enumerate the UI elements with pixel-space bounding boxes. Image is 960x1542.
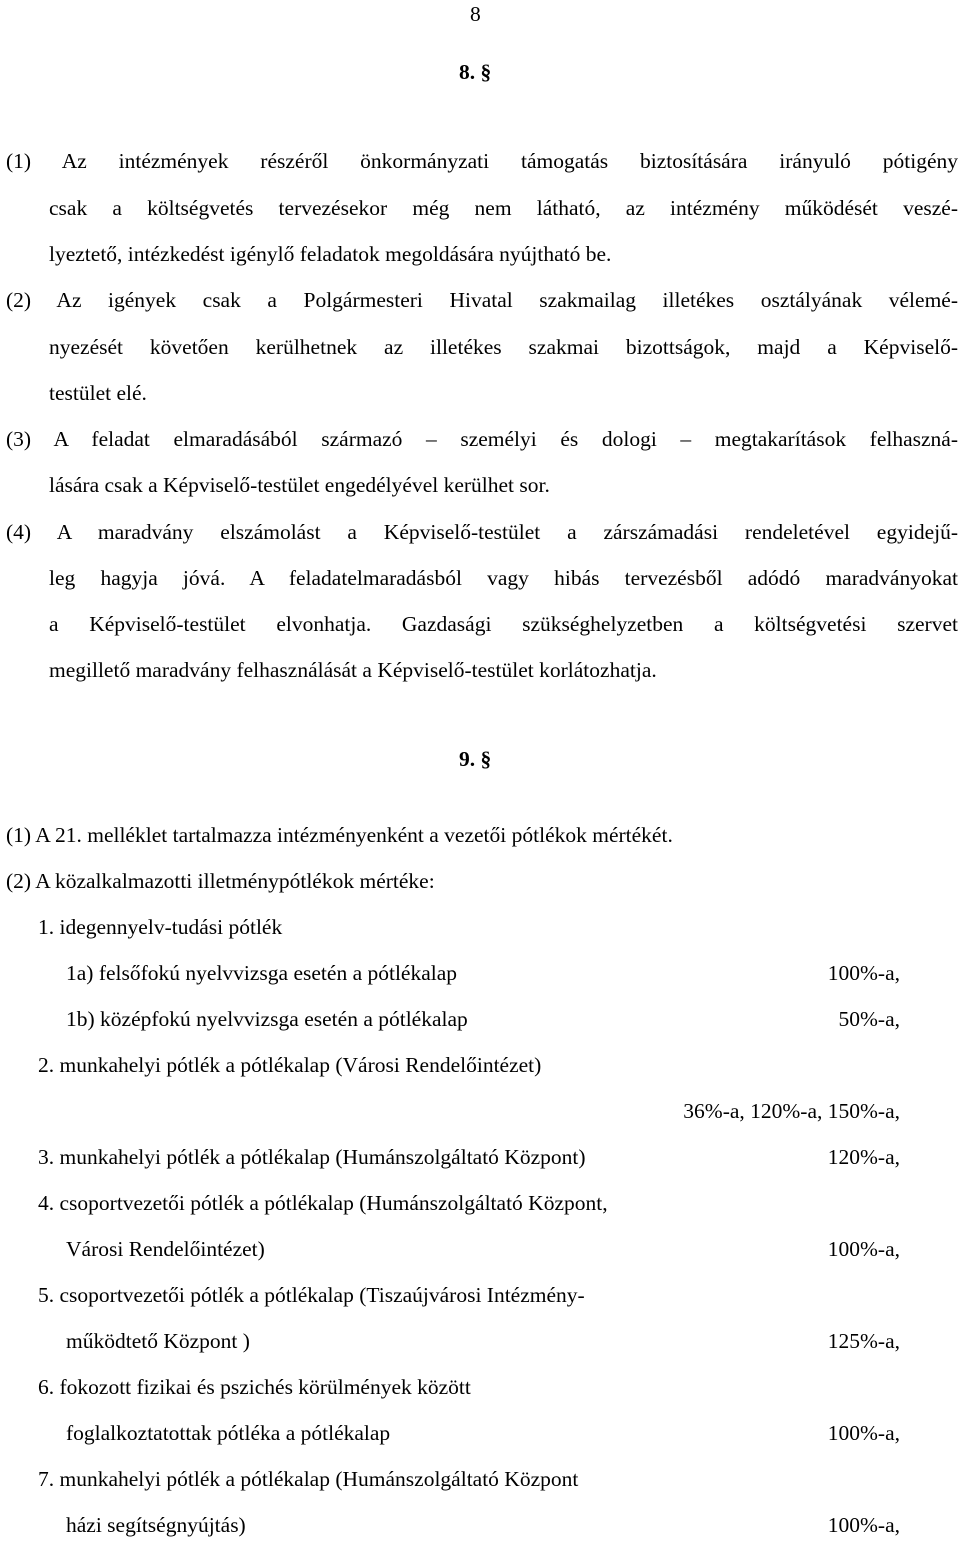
list-item-label: 3. munkahelyi pótlék a pótlékalap (Humánszolgáltató Központ) — [38, 1145, 586, 1169]
list-item-value: 100%-a, — [827, 1421, 900, 1445]
text-line: (3) A feladat elmaradásából származó – személyi és dologi – megtakarítások felhaszná- — [6, 427, 958, 451]
list-item-label: 6. fokozott fizikai és pszichés körülmények között — [38, 1375, 471, 1399]
text-line: csak a költségvetés tervezésekor még nem látható, az intézmény működését veszé- — [49, 196, 958, 220]
list-item-label-continued: foglalkoztatottak pótléka a pótlékalap — [66, 1421, 391, 1445]
list-item-value: 100%-a, — [827, 961, 900, 985]
list-item-label-continued: házi segítségnyújtás) — [66, 1513, 246, 1537]
list-item-value: 50%-a, — [838, 1007, 900, 1031]
list-item-value: 100%-a, — [827, 1237, 900, 1261]
list-item-label: 1. idegennyelv-tudási pótlék — [38, 915, 283, 939]
list-item-label: 1a) felsőfokú nyelvvizsga esetén a pótlékalap — [66, 961, 458, 985]
section-9-paragraph-1: (1) A 21. melléklet tartalmazza intézményenként a vezetői pótlékok mértékét. — [6, 823, 673, 847]
list-item-label: 5. csoportvezetői pótlék a pótlékalap (Tiszaújvárosi Intézmény- — [38, 1283, 585, 1307]
text-line: (4) A maradvány elszámolást a Képviselő-testület a zárszámadási rendeletével egyidejű- — [6, 520, 958, 544]
section-8-heading: 8. § — [459, 60, 492, 84]
text-line: megillető maradvány felhasználását a Képviselő-testület korlátozhatja. — [49, 658, 657, 682]
text-line: nyezését követően kerülhetnek az illetékes szakmai bizottságok, majd a Képviselő- — [49, 335, 958, 359]
list-item-label-continued: működtető Központ ) — [66, 1329, 250, 1353]
section-9-heading: 9. § — [459, 747, 492, 771]
section-9-paragraph-2: (2) A közalkalmazotti illetménypótlékok mértéke: — [6, 869, 435, 893]
list-item-value: 125%-a, — [827, 1329, 900, 1353]
list-item-label: 4. csoportvezetői pótlék a pótlékalap (Humánszolgáltató Központ, — [38, 1191, 608, 1215]
list-item-value: 36%-a, 120%-a, 150%-a, — [683, 1099, 900, 1123]
text-line: (2) Az igények csak a Polgármesteri Hivatal szakmailag illetékes osztályának vélemé- — [6, 288, 958, 312]
text-line: a Képviselő-testület elvonhatja. Gazdasági szükséghelyzetben a költségvetési szervet — [49, 612, 958, 636]
text-line: testület elé. — [49, 381, 147, 405]
page-number: 8 — [470, 2, 481, 26]
text-line: (1) Az intézmények részéről önkormányzati támogatás biztosítására irányuló pótigény — [6, 149, 958, 173]
text-line: lására csak a Képviselő-testület engedélyével kerülhet sor. — [49, 473, 550, 497]
list-item-label: 2. munkahelyi pótlék a pótlékalap (Városi Rendelőintézet) — [38, 1053, 542, 1077]
list-item-value: 100%-a, — [827, 1513, 900, 1537]
text-line: leg hagyja jóvá. A feladatelmaradásból vagy hibás tervezésből adódó maradványokat — [49, 566, 958, 590]
text-line: lyeztető, intézkedést igénylő feladatok megoldására nyújtható be. — [49, 242, 612, 266]
list-item-value: 120%-a, — [827, 1145, 900, 1169]
list-item-label-continued: Városi Rendelőintézet) — [66, 1237, 265, 1261]
list-item-label: 1b) középfokú nyelvvizsga esetén a pótlékalap — [66, 1007, 468, 1031]
list-item-label: 7. munkahelyi pótlék a pótlékalap (Humánszolgáltató Központ — [38, 1467, 579, 1491]
